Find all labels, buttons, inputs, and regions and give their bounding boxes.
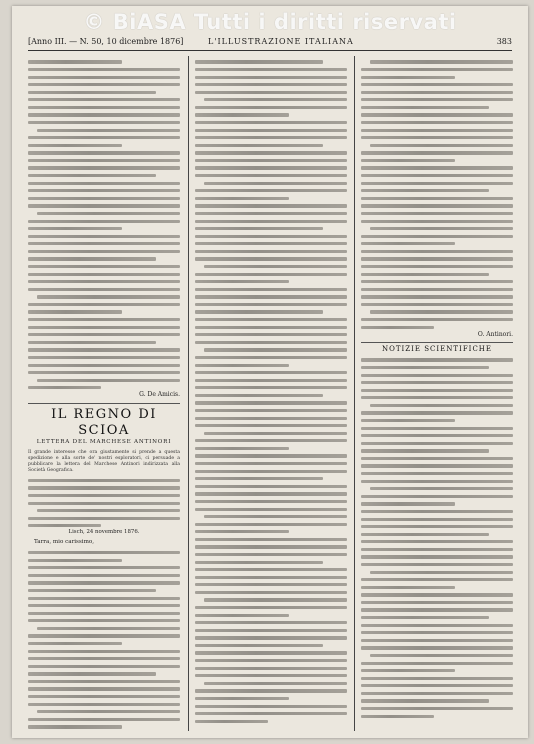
text-line: [195, 545, 347, 548]
text-line: [361, 669, 455, 672]
text-line: [204, 98, 347, 101]
text-line: [361, 495, 513, 498]
text-line: [195, 538, 347, 541]
text-line: [361, 273, 489, 276]
text-line: [28, 619, 180, 622]
text-line: [195, 235, 347, 238]
column-rule: [354, 56, 355, 731]
text-line: [361, 83, 513, 86]
text-line: [28, 574, 180, 577]
text-line: [195, 197, 289, 200]
text-line: [361, 715, 434, 718]
text-line: [361, 464, 513, 467]
text-line: [28, 680, 180, 683]
text-line: [28, 341, 156, 344]
text-line: [28, 220, 180, 223]
text-line: [204, 515, 347, 518]
text-line: [195, 606, 347, 609]
text-line: [195, 113, 289, 116]
text-line: [195, 712, 347, 715]
text-line: [195, 401, 347, 404]
text-line: [28, 348, 180, 351]
text-line: [28, 665, 180, 668]
text-line: [28, 551, 180, 554]
text-line: [195, 492, 347, 495]
text-line: [361, 389, 513, 392]
issue-info: [Anno III. — N. 50, 10 dicembre 1876]: [28, 37, 184, 46]
text-line: [28, 597, 180, 600]
text-line: [361, 442, 513, 445]
text-line: [28, 687, 180, 690]
text-line: [361, 197, 513, 200]
text-line: [195, 76, 347, 79]
text-line: [28, 265, 180, 268]
text-line: [37, 379, 180, 382]
text-line: [28, 189, 180, 192]
text-line: [28, 98, 180, 101]
text-line: [361, 381, 513, 384]
text-line: [361, 129, 513, 132]
text-line: [361, 699, 489, 702]
text-line: [28, 68, 180, 71]
text-line: [28, 672, 156, 675]
journal-title: L'ILLUSTRAZIONE ITALIANA: [208, 37, 354, 46]
text-line: [37, 295, 180, 298]
text-line: [195, 409, 347, 412]
text-line: [361, 419, 455, 422]
text-line: [195, 470, 347, 473]
text-line: [195, 159, 347, 162]
text-line: [361, 182, 513, 185]
text-line: [361, 480, 513, 483]
text-block: [28, 60, 180, 389]
text-line: [195, 530, 289, 533]
text-line: [195, 447, 289, 450]
text-line: [361, 457, 513, 460]
text-line: [195, 341, 347, 344]
text-line: [37, 627, 180, 630]
text-line: [195, 303, 347, 306]
text-line: [28, 166, 180, 169]
text-line: [28, 604, 180, 607]
copyright-watermark: © BiASA Tutti i diritti riservati: [83, 10, 457, 34]
text-line: [28, 235, 180, 238]
text-line: [361, 510, 513, 513]
text-line: [195, 379, 347, 382]
text-line: [195, 295, 347, 298]
text-line: [361, 257, 513, 260]
text-line: [28, 136, 180, 139]
text-line: [28, 494, 180, 497]
text-line: [361, 472, 513, 475]
text-line: [361, 684, 513, 687]
text-line: [361, 136, 513, 139]
text-line: [195, 318, 347, 321]
text-line: [195, 227, 323, 230]
text-line: [28, 257, 156, 260]
text-line: [28, 650, 180, 653]
text-line: [361, 113, 513, 116]
text-line: [361, 280, 513, 283]
text-line: [361, 525, 513, 528]
column-3: [361, 56, 513, 731]
section-title: IL REGNO DI SCIOA: [28, 403, 180, 439]
text-line: [361, 212, 513, 215]
text-line: [361, 76, 455, 79]
text-line: [195, 629, 347, 632]
text-line: [28, 106, 180, 109]
text-line: [361, 288, 513, 291]
text-line: [28, 718, 180, 721]
text-line: [195, 508, 347, 511]
text-line: [28, 159, 180, 162]
letter-dateline: Lisch, 24 novembre 1876.: [68, 529, 140, 536]
text-line: [195, 356, 347, 359]
text-line: [361, 68, 513, 71]
text-line: [195, 386, 347, 389]
text-line: [28, 144, 122, 147]
text-line: [28, 91, 156, 94]
text-line: [204, 432, 347, 435]
article-signature: G. De Amicis.: [139, 391, 180, 399]
text-line: [361, 662, 513, 665]
text-line: [195, 310, 323, 313]
text-line: [361, 295, 513, 298]
text-line: [361, 707, 513, 710]
text-line: [28, 657, 180, 660]
text-line: [195, 485, 347, 488]
text-line: [195, 689, 347, 692]
text-line: [195, 106, 347, 109]
text-line: [361, 396, 513, 399]
text-line: [195, 326, 347, 329]
text-line: [195, 500, 347, 503]
text-line: [28, 566, 180, 569]
text-line: [195, 644, 323, 647]
text-line: [28, 204, 180, 207]
text-line: [195, 462, 347, 465]
text-line: [195, 136, 347, 139]
text-line: [28, 60, 122, 63]
text-line: [370, 654, 513, 657]
text-line: [195, 189, 347, 192]
text-line: [195, 583, 347, 586]
text-line: [195, 667, 347, 670]
text-line: [361, 555, 513, 558]
text-line: [28, 479, 180, 482]
text-line: [361, 427, 513, 430]
letter-salutation: Tarra, mio carissimo,: [34, 539, 95, 546]
text-line: [361, 235, 513, 238]
text-line: [37, 509, 180, 512]
text-line: [204, 265, 347, 268]
text-line: [370, 227, 513, 230]
text-line: [361, 159, 455, 162]
text-line: [28, 83, 180, 86]
text-line: [204, 598, 347, 601]
text-line: [361, 639, 513, 642]
text-line: [28, 364, 180, 367]
text-line: [195, 553, 347, 556]
text-line: [361, 677, 513, 680]
text-line: [370, 571, 513, 574]
text-line: [28, 318, 180, 321]
text-line: [195, 705, 347, 708]
text-line: [28, 310, 122, 313]
text-line: [195, 174, 347, 177]
text-line: [28, 502, 180, 505]
text-line: [195, 129, 347, 132]
text-line: [28, 288, 180, 291]
text-line: [195, 364, 289, 367]
text-line: [28, 242, 180, 245]
text-line: [195, 166, 347, 169]
text-line: [195, 257, 347, 260]
text-line: [361, 646, 513, 649]
text-line: [361, 518, 513, 521]
text-line: [28, 581, 180, 584]
column-rule: [188, 56, 189, 731]
text-line: [361, 533, 489, 536]
text-line: [195, 720, 268, 723]
text-line: [28, 182, 180, 185]
text-line: [204, 348, 347, 351]
text-line: [370, 310, 513, 313]
text-line: [361, 502, 455, 505]
text-line: [195, 280, 289, 283]
text-line: [361, 91, 513, 94]
text-line: [361, 326, 434, 329]
text-line: [195, 439, 347, 442]
text-line: [28, 227, 122, 230]
text-line: [28, 517, 180, 520]
section-subtitle: LETTERA DEL MARCHESE ANTINORI: [36, 439, 172, 446]
text-line: [361, 449, 489, 452]
text-line: [361, 220, 513, 223]
text-line: [195, 220, 347, 223]
text-line: [195, 561, 323, 564]
text-line: [361, 540, 513, 543]
text-line: [195, 523, 347, 526]
text-block: [28, 551, 180, 731]
text-line: [28, 76, 180, 79]
text-line: [195, 659, 347, 662]
text-line: [28, 356, 180, 359]
text-line: [361, 624, 513, 627]
text-line: [37, 212, 180, 215]
text-line: [195, 371, 347, 374]
text-line: [28, 559, 122, 562]
text-line: [361, 318, 513, 321]
text-line: [28, 703, 180, 706]
text-line: [28, 695, 180, 698]
text-line: [195, 477, 323, 480]
text-line: [195, 576, 347, 579]
text-block: [361, 60, 513, 328]
text-line: [361, 98, 513, 101]
text-line: [370, 404, 513, 407]
text-line: [370, 487, 513, 490]
text-line: [28, 113, 180, 116]
text-line: [361, 593, 513, 596]
text-line: [195, 674, 347, 677]
text-line: [28, 174, 156, 177]
text-line: [361, 578, 513, 581]
text-line: [195, 424, 347, 427]
text-line: [28, 642, 122, 645]
text-line: [361, 631, 513, 634]
text-line: [28, 250, 180, 253]
text-line: [28, 725, 122, 728]
editor-note: Il grande interesse che ora giustamente si prende a questa spedizione e alla sorte de' nostri esploratori, ci persuade a pubblicare la lettera del Marchese Antinori indirizzata alla Società Geografica.: [28, 449, 180, 474]
text-line: [195, 250, 347, 253]
column-2: [195, 56, 347, 731]
text-line: [28, 280, 180, 283]
column-1: [28, 56, 180, 731]
text-line: [195, 242, 347, 245]
text-line: [195, 568, 347, 571]
text-line: [37, 129, 180, 132]
text-line: [361, 242, 455, 245]
text-line: [361, 121, 513, 124]
text-line: [28, 634, 180, 637]
text-line: [361, 358, 513, 361]
text-line: [361, 374, 513, 377]
text-line: [195, 614, 289, 617]
text-line: [361, 434, 513, 437]
text-line: [195, 68, 347, 71]
text-line: [361, 166, 513, 169]
text-line: [361, 692, 513, 695]
text-line: [28, 326, 180, 329]
text-line: [195, 651, 347, 654]
text-line: [361, 616, 489, 619]
text-line: [28, 121, 180, 124]
notizie-title: NOTIZIE SCIENTIFICHE: [361, 342, 513, 354]
text-line: [195, 91, 347, 94]
text-line: [28, 151, 180, 154]
text-line: [37, 710, 180, 713]
text-line: [361, 548, 513, 551]
text-line: [361, 608, 513, 611]
text-line: [361, 411, 513, 414]
text-block: [195, 60, 347, 722]
text-block: [28, 479, 180, 528]
text-line: [361, 250, 513, 253]
text-line: [195, 83, 347, 86]
text-line: [361, 189, 489, 192]
text-line: [195, 212, 347, 215]
text-line: [195, 697, 289, 700]
text-line: [361, 151, 513, 154]
text-line: [28, 197, 180, 200]
text-line: [28, 333, 180, 336]
text-line: [361, 601, 513, 604]
text-line: [28, 486, 180, 489]
page-header: [28, 36, 512, 51]
letter-signature: O. Antinori.: [477, 330, 513, 338]
text-line: [28, 303, 180, 306]
text-line: [195, 273, 347, 276]
text-line: [361, 174, 513, 177]
text-line: [361, 303, 513, 306]
text-line: [28, 589, 156, 592]
page-number: 383: [496, 37, 512, 46]
text-line: [195, 60, 323, 63]
text-line: [28, 273, 180, 276]
text-line: [195, 591, 347, 594]
text-line: [195, 417, 347, 420]
text-line: [195, 394, 323, 397]
text-line: [361, 366, 489, 369]
text-line: [370, 60, 513, 63]
text-line: [195, 454, 347, 457]
text-line: [28, 371, 180, 374]
text-line: [204, 682, 347, 685]
text-line: [195, 121, 347, 124]
text-line: [195, 204, 347, 207]
text-line: [361, 204, 513, 207]
text-line: [361, 265, 513, 268]
text-line: [195, 151, 347, 154]
text-line: [361, 106, 489, 109]
text-line: [370, 144, 513, 147]
text-line: [195, 288, 347, 291]
text-block: [361, 358, 513, 717]
text-line: [195, 636, 347, 639]
text-line: [195, 333, 347, 336]
text-line: [361, 563, 513, 566]
text-line: [28, 386, 101, 389]
text-line: [28, 524, 101, 527]
text-line: [28, 612, 180, 615]
text-line: [195, 144, 323, 147]
newspaper-page: [12, 6, 528, 738]
text-line: [204, 182, 347, 185]
text-line: [361, 586, 455, 589]
text-line: [195, 621, 347, 624]
